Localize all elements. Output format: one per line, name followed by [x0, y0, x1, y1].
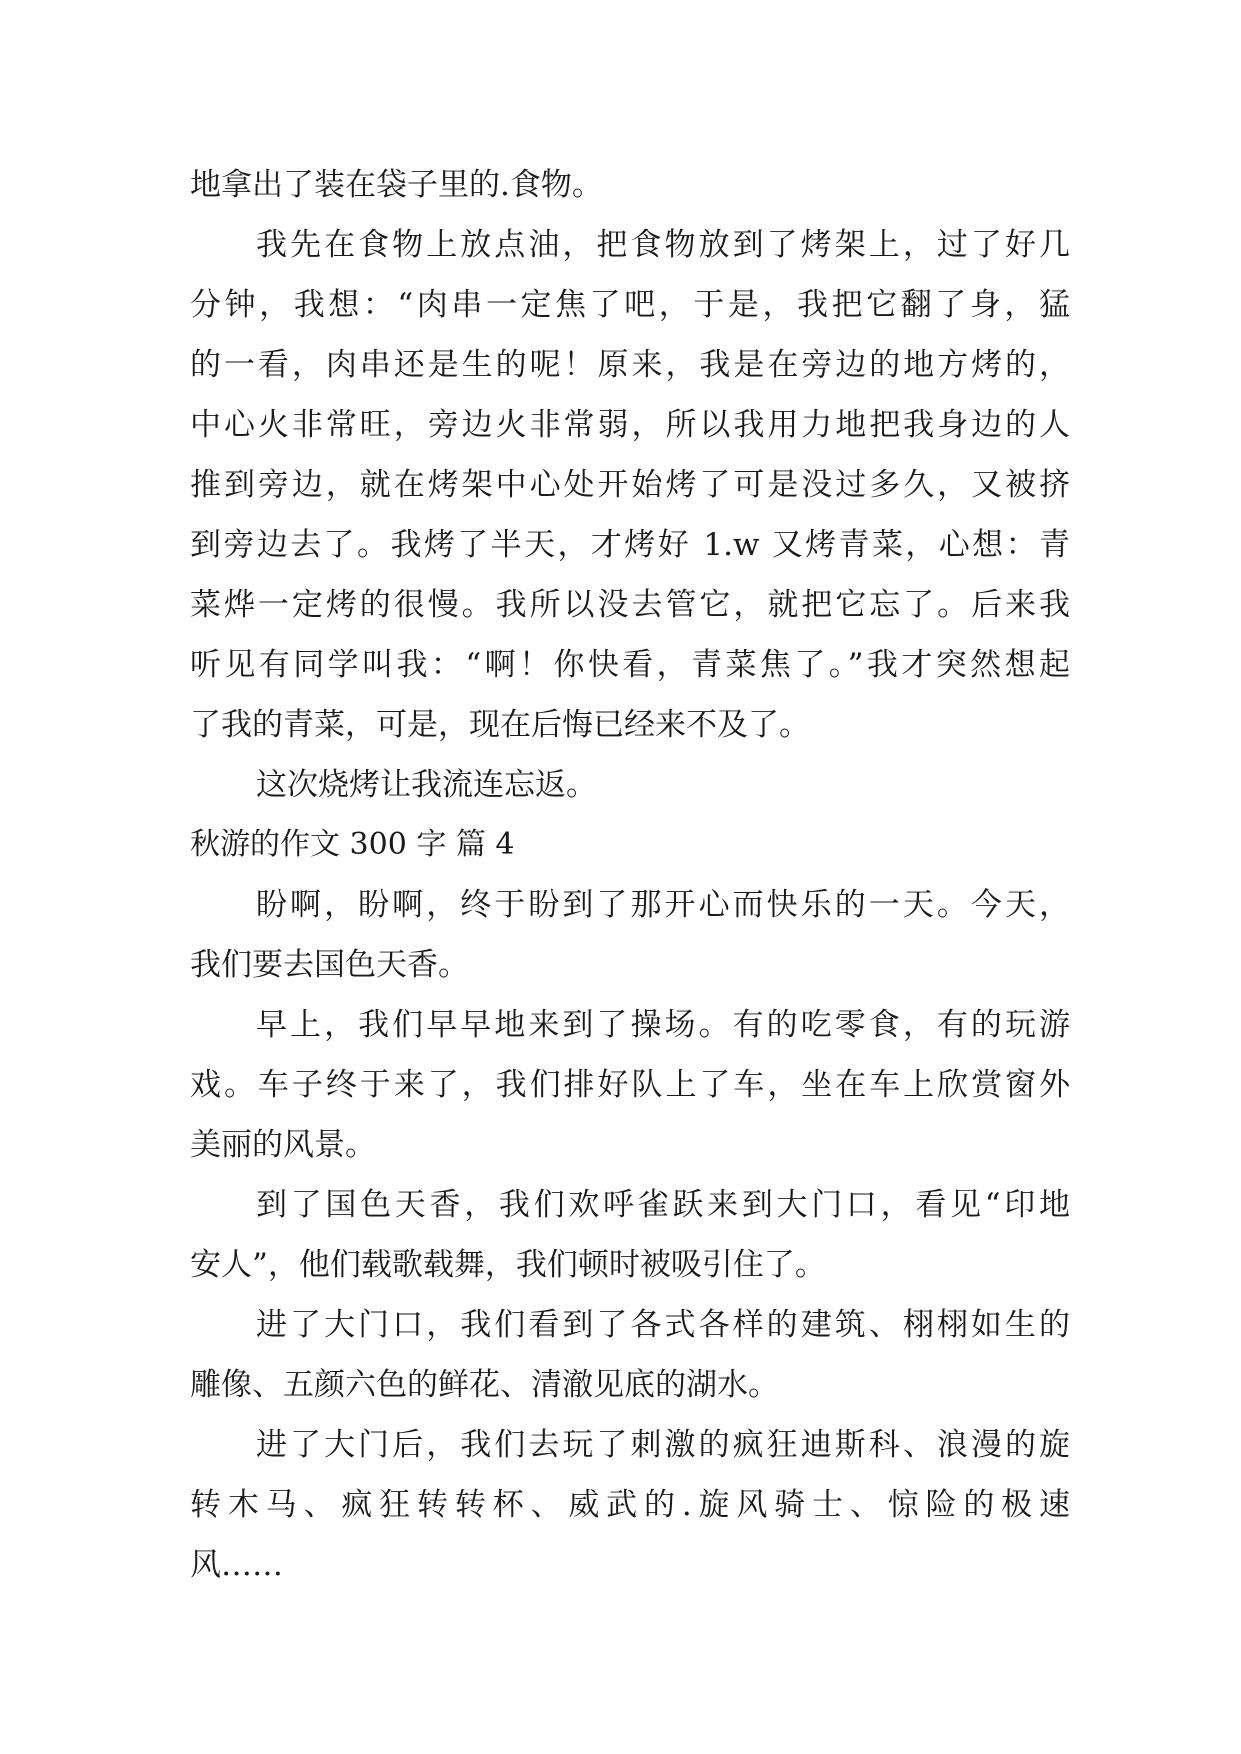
paragraph-first-line: 到了国色天香，我们欢呼雀跃来到大门口，看见“印地	[256, 1187, 1070, 1223]
text-line: 戏。车子终于来了，我们排好队上了车，坐在车上欣赏窗外	[190, 1067, 1070, 1103]
text-line: 安人”，他们载歌载舞，我们顿时被吸引住了。	[190, 1247, 826, 1283]
text-line: 了我的青菜，可是，现在后悔已经来不及了。	[190, 707, 810, 743]
text-line: 风……	[190, 1547, 283, 1583]
text-line: 分钟，我想：“肉串一定焦了吧，于是，我把它翻了身，猛	[190, 287, 1070, 323]
paragraph-first-line: 进了大门后，我们去玩了刺激的疯狂迪斯科、浪漫的旋	[256, 1427, 1070, 1463]
text-line: 菜烨一定烤的很慢。我所以没去管它，就把它忘了。后来我	[190, 587, 1070, 623]
paragraph-first-line: 早上，我们早早地来到了操场。有的吃零食，有的玩游	[256, 1007, 1070, 1043]
paragraph-first-line: 进了大门口，我们看到了各式各样的建筑、栩栩如生的	[256, 1307, 1070, 1343]
text-line: 推到旁边，就在烤架中心处开始烤了可是没过多久，又被挤	[190, 467, 1070, 503]
text-line: 我们要去国色天香。	[190, 947, 469, 983]
text-line: 到旁边去了。我烤了半天，才烤好 1.w 又烤青菜，心想：青	[190, 527, 1070, 563]
text-line: 地拿出了装在袋子里的.食物。	[190, 167, 603, 203]
text-line: 听见有同学叫我：“啊！你快看，青菜焦了。”我才突然想起	[190, 647, 1070, 683]
text-line: 的一看，肉串还是生的呢！原来，我是在旁边的地方烤的，	[190, 347, 1070, 383]
text-line: 雕像、五颜六色的鲜花、清澈见底的湖水。	[190, 1367, 779, 1403]
text-line: 中心火非常旺，旁边火非常弱，所以我用力地把我身边的人	[190, 407, 1070, 443]
paragraph-first-line: 这次烧烤让我流连忘返。	[256, 767, 597, 803]
paragraph-first-line: 盼啊，盼啊，终于盼到了那开心而快乐的一天。今天，	[256, 887, 1070, 923]
section-heading: 秋游的作文 300 字 篇 4	[190, 827, 515, 862]
text-line: 转木马、疯狂转转杯、威武的.旋风骑士、惊险的极速	[190, 1487, 1070, 1523]
paragraph-first-line: 我先在食物上放点油，把食物放到了烤架上，过了好几	[256, 227, 1070, 263]
text-line: 美丽的风景。	[190, 1127, 376, 1163]
